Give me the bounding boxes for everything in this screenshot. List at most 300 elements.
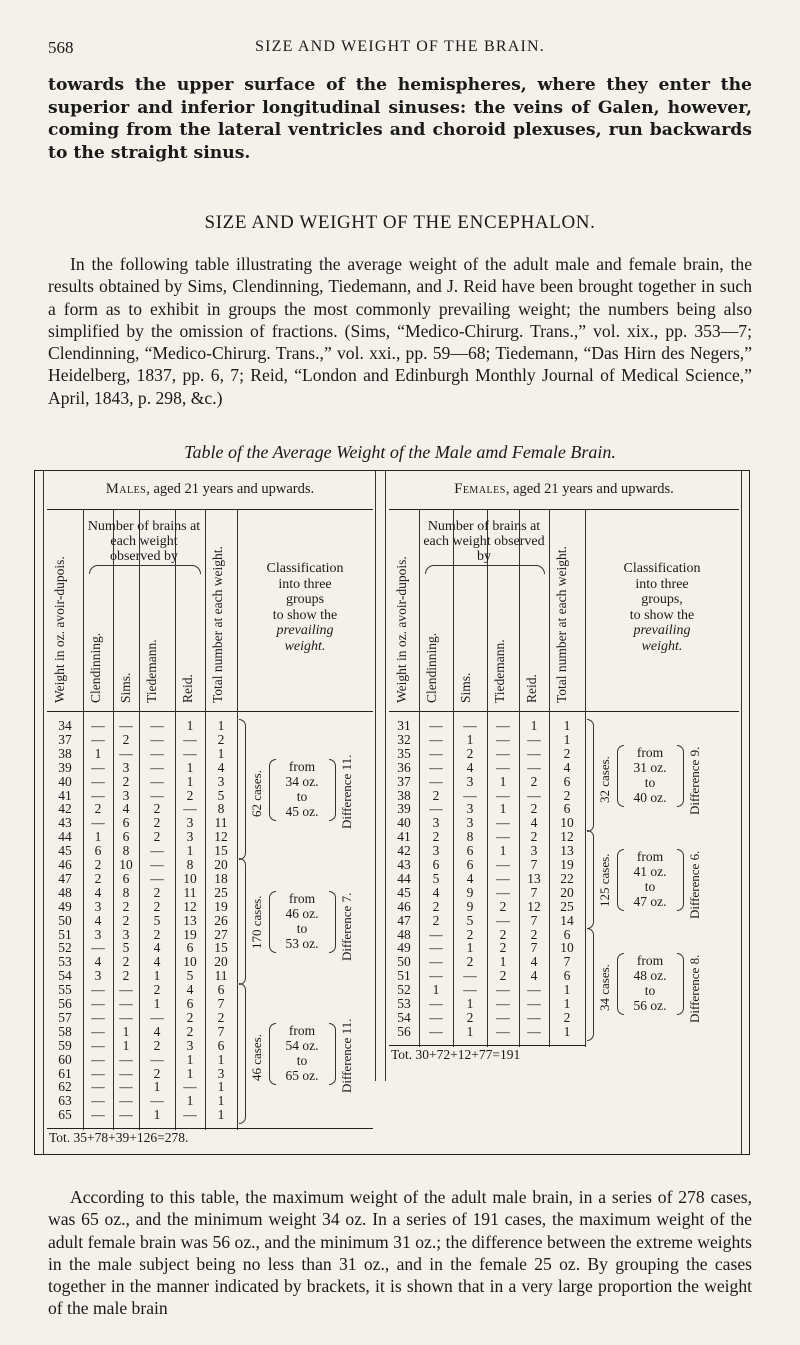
table-cell: 51 — [397, 968, 411, 984]
table-row — [389, 1011, 585, 1025]
group-range-line: 46 oz. — [285, 905, 319, 921]
table-cell: — — [91, 940, 105, 956]
table-cell: — — [429, 996, 443, 1011]
table-cell: 2 — [153, 1037, 161, 1053]
table-cell: 1 — [122, 1037, 130, 1053]
table-row — [389, 761, 585, 775]
table-cell: — — [496, 718, 510, 733]
table-cell: 6 — [94, 843, 102, 859]
group-bracket — [587, 830, 594, 929]
intro-paragraph: towards the upper surface of the hemispheres, where they enter the superior and inferior longitudinal sinuses: the veins of Galen, however, coming from the lateral ventricles and choroid plexuses, run backwards to the straight sinus. — [48, 75, 752, 163]
table-cell: — — [119, 996, 133, 1011]
table-cell: — — [91, 718, 105, 733]
table-cell: — — [429, 1023, 443, 1039]
table-cell: 4 — [466, 870, 474, 886]
body-paragraph-2: According to this table, the maximum weight of the adult male brain, in a series of 278 cases, was 65 oz., and the minimum weight 34 oz. In a series of 191 cases, the maximum weight of the adult female brain was 56 oz., and the minimum 31 oz.; the difference between the extreme weights in the male subject being no less than 31 oz., and in the female 25 oz. By grouping the cases together in the manner indicated by brackets, it is shown that in a very large proportion the weight of the male brain — [48, 1187, 752, 1319]
table-cell: 2 — [186, 1023, 194, 1039]
observed-by-label: Number of brains at each weight observed by — [423, 519, 545, 564]
table-cell: 3 — [432, 843, 440, 859]
group-difference: Difference 8. — [687, 954, 702, 1024]
table-cell: — — [91, 1079, 105, 1095]
table-cell: 1 — [499, 954, 507, 970]
table-cell: 4 — [94, 954, 102, 970]
column-rule — [237, 509, 238, 1130]
group-bracket — [239, 858, 246, 985]
table-cell: 6 — [432, 857, 440, 872]
table-cell: 2 — [153, 898, 161, 914]
table-divider — [385, 471, 386, 1081]
table-cell: — — [429, 954, 443, 970]
group-difference: Difference 7. — [339, 892, 354, 961]
table-cell: 7 — [530, 857, 538, 872]
table-cell: 6 — [563, 968, 571, 984]
table-row — [389, 747, 585, 761]
table-cell: 6 — [122, 815, 130, 831]
table-row — [389, 997, 585, 1011]
table-cell: — — [496, 912, 510, 928]
table-row — [389, 983, 585, 997]
table-cell: 2 — [122, 731, 130, 747]
table-cell: 37 — [58, 731, 72, 747]
table-cell: 13 — [527, 870, 541, 886]
table-cell: 3 — [122, 759, 130, 775]
table-cell: 53 — [397, 996, 411, 1011]
group-range-line: to — [644, 983, 656, 999]
table-cell: 38 — [58, 745, 72, 761]
column-label: Total number at each weight. — [554, 546, 569, 703]
table-cell: 56 — [58, 996, 72, 1011]
table-cell: — — [119, 1093, 133, 1109]
table-cell: 2 — [499, 940, 507, 956]
table-cell: 19 — [183, 926, 197, 942]
table-cell: 1 — [217, 1107, 225, 1123]
table-cell: 2 — [530, 829, 538, 845]
table-row — [47, 872, 237, 886]
table-cell: — — [496, 787, 510, 803]
classification-label — [241, 561, 369, 654]
table-cell: 2 — [122, 898, 130, 914]
table-cell: 50 — [58, 912, 72, 928]
table-cell: 53 — [58, 954, 72, 970]
table-cell: — — [429, 718, 443, 733]
table-cell: — — [91, 731, 105, 747]
table-cell: 2 — [94, 801, 102, 817]
group-range-line: from — [288, 1022, 316, 1038]
table-cell: 4 — [122, 801, 130, 817]
table-row — [47, 747, 237, 761]
table-cell: 12 — [183, 898, 197, 914]
table-cell: — — [496, 759, 510, 775]
table-cell: — — [91, 773, 105, 789]
group-cases: 32 cases. — [597, 755, 612, 803]
table-cell: 7 — [217, 1023, 225, 1039]
group-range — [273, 1023, 331, 1083]
table-row — [47, 1053, 237, 1067]
table-cell: 19 — [214, 898, 228, 914]
table-cell: 4 — [530, 954, 538, 970]
column-label: Reid. — [180, 674, 195, 703]
table-row — [47, 941, 237, 955]
table-cell: 51 — [58, 926, 72, 942]
table-cell: — — [150, 745, 164, 761]
table-cell: 1 — [563, 718, 571, 733]
table-cell: 39 — [58, 759, 72, 775]
table-cell: 5 — [186, 968, 194, 984]
table-cell: 6 — [563, 773, 571, 789]
table-row — [47, 997, 237, 1011]
group-bracket — [239, 719, 246, 860]
classification-line: to show the — [629, 607, 695, 623]
table-cell: 44 — [58, 829, 72, 845]
table-cell: — — [429, 968, 443, 984]
table-cell: 10 — [119, 857, 133, 872]
table-row — [47, 1094, 237, 1108]
table-row — [47, 844, 237, 858]
table-cell: 15 — [214, 843, 228, 859]
table-cell: 2 — [186, 787, 194, 803]
table-cell: 8 — [217, 801, 225, 817]
group-range-line: 41 oz. — [633, 863, 667, 879]
table-cell: — — [119, 1051, 133, 1067]
table-cell: 13 — [183, 912, 197, 928]
group-range-line: to — [296, 1052, 308, 1068]
table-cell: 12 — [527, 898, 541, 914]
table-row — [47, 1108, 237, 1122]
group-range-line: from — [636, 848, 664, 864]
table-row — [47, 928, 237, 942]
table-row — [47, 983, 237, 997]
table-cell: 48 — [397, 926, 411, 942]
table-divider — [375, 471, 376, 1081]
group-range-line: 45 oz. — [285, 803, 319, 819]
table-cell: 27 — [214, 926, 228, 942]
table-row — [389, 802, 585, 816]
table-cell: — — [429, 745, 443, 761]
page-number: 568 — [48, 38, 74, 57]
table-cell: 1 — [217, 745, 225, 761]
table-cell: — — [150, 870, 164, 886]
table-cell: — — [119, 1009, 133, 1025]
table-cell: 4 — [153, 954, 161, 970]
table-section-heading-rest: , aged 21 years and upwards. — [146, 481, 315, 497]
table-cell: 7 — [530, 884, 538, 900]
table-cell: — — [496, 1023, 510, 1039]
table-cell: 2 — [432, 787, 440, 803]
table-cell: 40 — [397, 815, 411, 831]
table-cell: 61 — [58, 1065, 72, 1081]
observed-by-label: Number of brains at each weight observed by — [87, 519, 201, 564]
table-cell: — — [183, 801, 197, 817]
table-caption: Table of the Average Weight of the Male amd Female Brain. — [184, 442, 616, 462]
table-cell: 2 — [499, 968, 507, 984]
table-cell: — — [119, 1065, 133, 1081]
group-cases: 34 cases. — [597, 964, 612, 1012]
table-cell: 2 — [466, 926, 474, 942]
table-row — [389, 830, 585, 844]
column-head-rule — [389, 711, 739, 712]
table-cell: — — [429, 731, 443, 747]
table-cell: — — [527, 745, 541, 761]
table-cell: 43 — [397, 857, 411, 872]
table-cell: — — [91, 1107, 105, 1123]
table-row — [389, 872, 585, 886]
table-cell: 1 — [466, 996, 474, 1011]
table-cell: 2 — [186, 1009, 194, 1025]
table-cell: 3 — [217, 1065, 225, 1081]
group-range-line: to — [296, 788, 308, 804]
table-cell: — — [429, 801, 443, 817]
table-section-heading-label: Females — [454, 481, 506, 497]
table-cell: 62 — [58, 1079, 72, 1095]
table-cell: 2 — [217, 1009, 225, 1025]
table-cell: 43 — [58, 815, 72, 831]
table-cell: 58 — [58, 1023, 72, 1039]
table-cell: 8 — [122, 884, 130, 900]
group-cases: 125 cases. — [597, 853, 612, 907]
table-row — [47, 1067, 237, 1081]
classification-line: prevailing — [633, 623, 691, 638]
table-cell: 1 — [466, 940, 474, 956]
table-cell: 2 — [153, 801, 161, 817]
table-cell: — — [429, 773, 443, 789]
table-cell: — — [150, 1051, 164, 1067]
table-cell: — — [150, 1093, 164, 1109]
table-cell: — — [91, 996, 105, 1011]
table-cell: 31 — [397, 718, 411, 733]
table-cell: 4 — [94, 884, 102, 900]
table-cell: 1 — [122, 1023, 130, 1039]
table-cell: 1 — [186, 1051, 194, 1067]
table-cell: 3 — [466, 801, 474, 817]
table-cell: 2 — [530, 801, 538, 817]
table-cell: 4 — [563, 759, 571, 775]
table-cell: — — [91, 982, 105, 998]
table-cell: 2 — [432, 912, 440, 928]
table-cell: 2 — [122, 968, 130, 984]
table-cell: 3 — [94, 926, 102, 942]
table-cell: — — [463, 968, 477, 984]
table-cell: 12 — [214, 829, 228, 845]
table-cell: 50 — [397, 954, 411, 970]
classification-line: prevailing — [276, 623, 334, 638]
table-row — [47, 733, 237, 747]
table-cell: 42 — [397, 843, 411, 859]
table-cell: — — [429, 926, 443, 942]
table-cell: 6 — [122, 870, 130, 886]
table-cell: — — [91, 815, 105, 831]
table-cell: 26 — [214, 912, 228, 928]
table-cell: — — [150, 718, 164, 733]
table-cell: 12 — [560, 829, 574, 845]
table-cell: 2 — [122, 773, 130, 789]
table-row — [47, 789, 237, 803]
table-cell: 2 — [466, 954, 474, 970]
classification-line: into three — [635, 576, 689, 592]
table-row — [389, 789, 585, 803]
table-cell: 41 — [58, 787, 72, 803]
table-cell: 2 — [153, 926, 161, 942]
group-range — [621, 849, 679, 909]
table-cell: 22 — [560, 870, 574, 886]
table-cell: 4 — [530, 815, 538, 831]
table-cell: 2 — [530, 773, 538, 789]
group-brace-right — [329, 891, 336, 953]
table-cell: 15 — [214, 940, 228, 956]
table-cell: 10 — [560, 940, 574, 956]
group-brace-right — [329, 1023, 336, 1085]
table-cell: 52 — [397, 982, 411, 998]
table-cell: 2 — [499, 898, 507, 914]
table-cell: — — [496, 982, 510, 998]
column-label: Sims. — [458, 672, 473, 703]
table-cell: 1 — [186, 773, 194, 789]
table-cell: — — [463, 787, 477, 803]
table-cell: 2 — [563, 787, 571, 803]
table-row — [47, 886, 237, 900]
table-cell: 1 — [217, 1079, 225, 1095]
group-difference: Difference 6. — [687, 850, 702, 919]
table-cell: 52 — [58, 940, 72, 956]
table-row — [389, 719, 585, 733]
group-range-line: from — [636, 744, 664, 760]
table-divider — [741, 471, 742, 1154]
table-cell: 3 — [217, 773, 225, 789]
group-range-line: 65 oz. — [285, 1067, 319, 1083]
table-cell: 2 — [153, 815, 161, 831]
table-cell: 9 — [466, 884, 474, 900]
table-row — [389, 844, 585, 858]
table-cell: — — [527, 996, 541, 1011]
table-cell: 34 — [58, 718, 72, 733]
column-label: Tiedemann. — [492, 639, 507, 703]
table-cell: 57 — [58, 1009, 72, 1025]
table-cell: — — [91, 1051, 105, 1067]
table-cell: 37 — [397, 773, 411, 789]
table-cell: 2 — [217, 731, 225, 747]
group-range-line: 34 oz. — [285, 773, 319, 789]
table-section-heading — [47, 481, 373, 498]
table-cell: 6 — [466, 843, 474, 859]
body-paragraph-1: In the following table illustrating the average weight of the adult male and female brain, the results obtained by Sims, Clendinning, Tiedemann, and J. Reid have been brought together in such a form as to exhibit in groups the most commonly prevailing weight; the numbers being also simplified by the omission of fractions. (Sims, “Medico-Chirurg. Trans.,” vol. xix., pp. 353—7; Clendinning, “Medico-Chirurg. Trans.,” vol. xxi., pp. 59—68; Tiedemann, “Das Hirn des Negers,” Heidelberg, 1837, pp. 6, 7; Reid, “London and Edinburgh Monthly Journal of Medical Science,” April, 1843, p. 298, &c.) — [48, 254, 752, 408]
section-heading: SIZE AND WEIGHT OF THE ENCEPHALON. — [204, 212, 596, 233]
group-range-line: to — [296, 920, 308, 936]
table-cell: 1 — [499, 773, 507, 789]
table-row — [389, 733, 585, 747]
column-label: Sims. — [118, 672, 133, 703]
table-cell: 14 — [560, 912, 574, 928]
table-cell: 3 — [94, 898, 102, 914]
column-total: Tot. 30+72+12+77=191 — [391, 1046, 521, 1062]
table-cell: 1 — [217, 718, 225, 733]
group-range — [621, 745, 679, 805]
table-cell: 5 — [432, 870, 440, 886]
table-row — [47, 1039, 237, 1053]
table-row — [389, 775, 585, 789]
table-cell: 1 — [94, 829, 102, 845]
table-cell: 1 — [563, 731, 571, 747]
table-cell: 3 — [122, 787, 130, 803]
table-cell: — — [429, 759, 443, 775]
total-rule — [389, 1045, 585, 1046]
table-cell: 5 — [217, 787, 225, 803]
classification-line: weight. — [641, 638, 683, 654]
table-cell: 7 — [530, 912, 538, 928]
column-label: Weight in oz. avoir-dupois. — [52, 556, 67, 703]
table-cell: 1 — [153, 1079, 161, 1095]
table-row — [389, 914, 585, 928]
classification-line: groups, — [641, 592, 683, 607]
table-cell: 63 — [58, 1093, 72, 1109]
weight-table — [34, 470, 750, 1155]
table-cell: 1 — [153, 968, 161, 984]
table-cell: 41 — [397, 829, 411, 845]
table-cell: 25 — [214, 884, 228, 900]
table-cell: 5 — [466, 912, 474, 928]
table-cell: — — [150, 773, 164, 789]
group-bracket — [587, 928, 594, 1041]
table-cell: 45 — [397, 884, 411, 900]
table-cell: — — [183, 1107, 197, 1123]
group-cases: 46 cases. — [249, 1033, 264, 1081]
table-row — [389, 900, 585, 914]
table-cell: 3 — [186, 1037, 194, 1053]
table-cell: 13 — [560, 843, 574, 859]
table-cell: 19 — [560, 857, 574, 872]
group-range-line: 48 oz. — [633, 968, 667, 984]
table-cell: 6 — [186, 996, 194, 1011]
table-cell: 1 — [530, 718, 538, 733]
table-cell: 1 — [217, 1051, 225, 1067]
table-cell: 1 — [563, 982, 571, 998]
table-cell: 4 — [186, 982, 194, 998]
table-cell: 11 — [214, 968, 228, 984]
table-cell: 2 — [466, 1009, 474, 1025]
total-rule — [47, 1128, 373, 1129]
table-cell: — — [91, 1009, 105, 1025]
column-label: Reid. — [524, 674, 539, 703]
table-cell: — — [496, 829, 510, 845]
table-cell: 59 — [58, 1037, 72, 1053]
table-cell: 1 — [499, 843, 507, 859]
table-cell: 54 — [397, 1009, 411, 1025]
table-divider — [43, 471, 44, 1154]
table-cell: 3 — [432, 815, 440, 831]
table-row — [47, 1025, 237, 1039]
table-cell: — — [496, 884, 510, 900]
table-row — [47, 955, 237, 969]
group-range-line: 47 oz. — [633, 893, 667, 909]
table-cell: — — [496, 745, 510, 761]
table-cell: 2 — [563, 1009, 571, 1025]
table-cell: 1 — [563, 1023, 571, 1039]
table-cell: 1 — [153, 996, 161, 1011]
table-cell: 39 — [397, 801, 411, 817]
table-cell: 4 — [153, 940, 161, 956]
table-cell: — — [496, 731, 510, 747]
table-cell: 20 — [560, 884, 574, 900]
table-cell: 1 — [186, 718, 194, 733]
table-cell: 11 — [214, 815, 228, 831]
group-range-line: to — [644, 878, 656, 894]
table-cell: — — [496, 870, 510, 886]
table-row — [47, 900, 237, 914]
table-cell: — — [429, 940, 443, 956]
table-cell: 2 — [94, 870, 102, 886]
group-brace-right — [677, 849, 684, 911]
classification-line: to show the — [272, 607, 338, 623]
table-row — [47, 1011, 237, 1025]
table-cell: 5 — [153, 912, 161, 928]
